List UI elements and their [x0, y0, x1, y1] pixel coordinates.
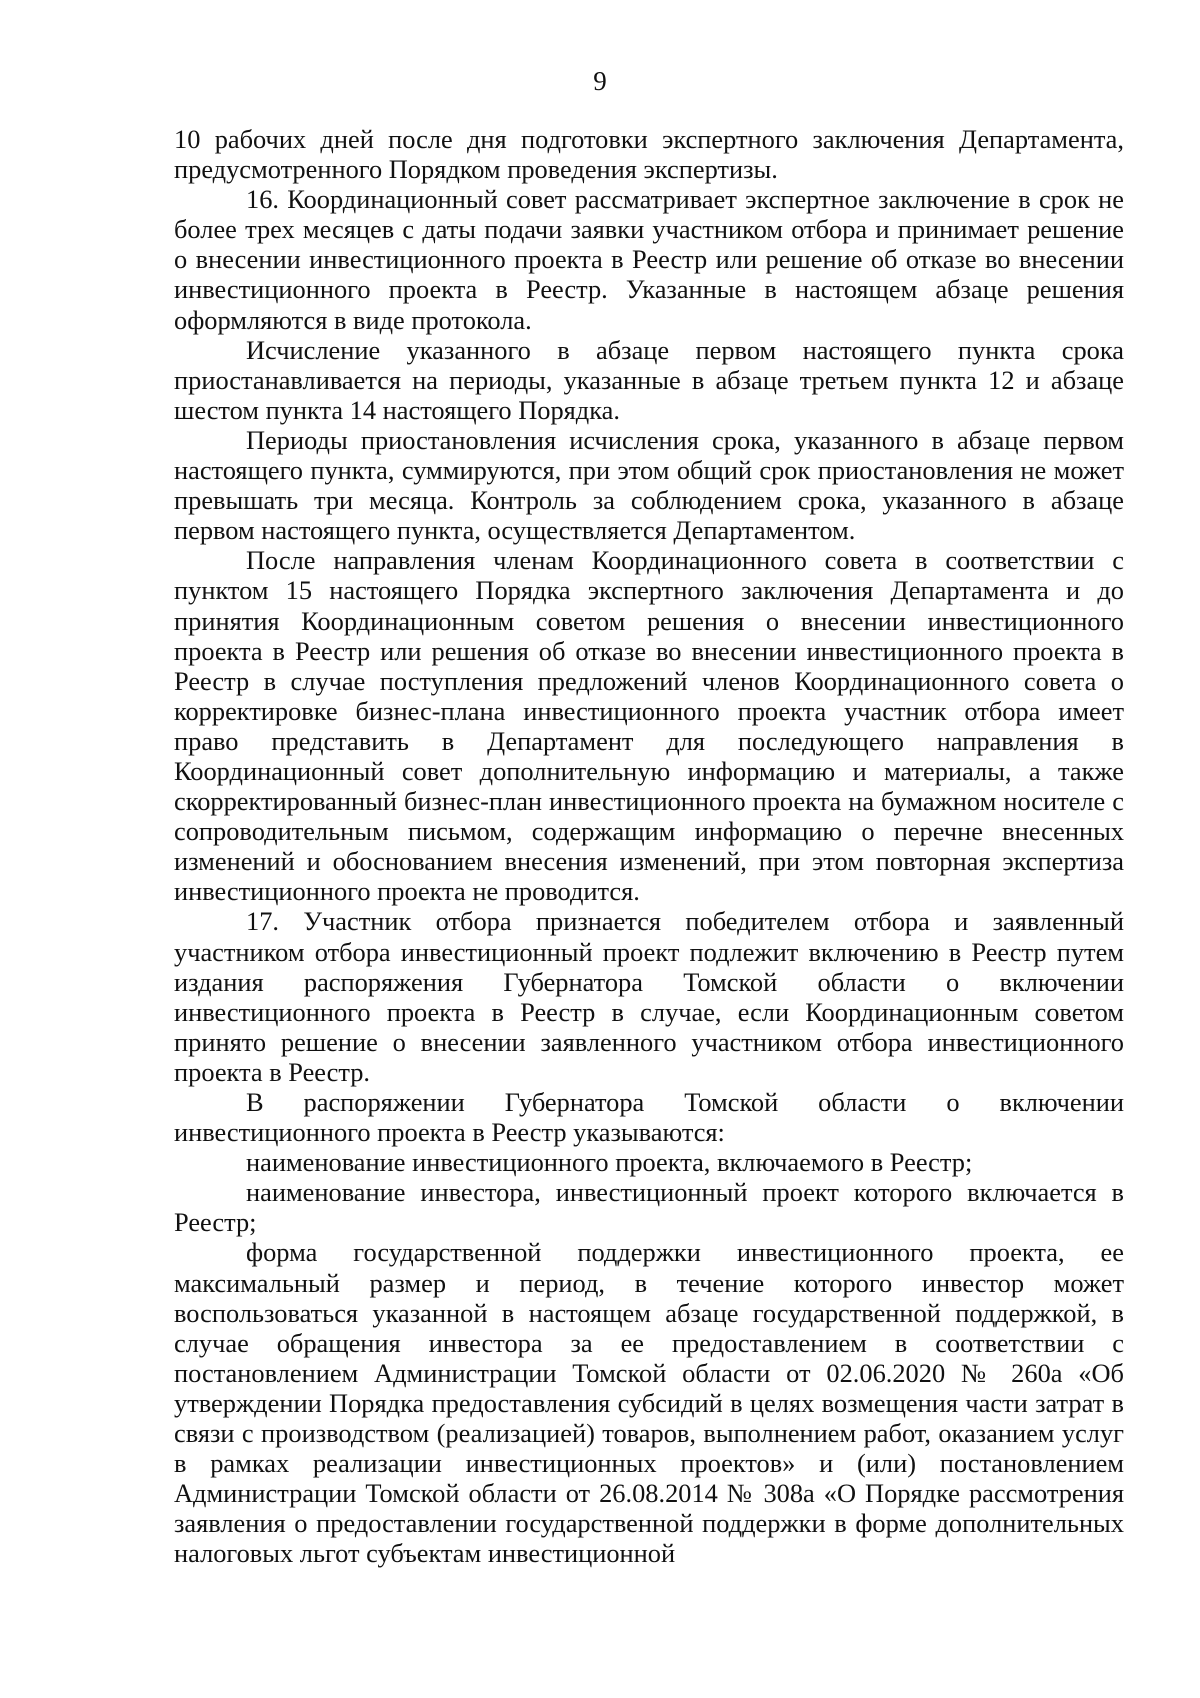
list-item-support-form: форма государственной поддержки инвестиционного проекта, ее максимальный размер и период, в течение которого инвестор может воспользоваться указанной в настоящем абзаце государственной поддержкой, в случае обращения инвестора за ее предоставлением в соответствии с постановлением Администрации Томской области от 02.06.2020 № 260а «Об утверждении Порядка предоставления субсидий в целях возмещения части затрат в связи с производством (реализацией) товаров, выполнением работ, оказанием услуг в рамках реализации инвестиционных проектов» и (или) постановлением Администрации Томской области от 26.08.2014 № 308а «О Порядке рассмотрения заявления о предоставлении государственной поддержки в форме дополнительных налоговых льгот субъектам инвестиционной	[174, 1237, 1124, 1569]
paragraph-clause-16: 16. Координационный совет рассматривает экспертное заключение в срок не более трех месяцев с даты подачи заявки участником отбора и принимает решение о внесении инвестиционного проекта в Реестр или решение об отказе во внесении инвестиционного проекта в Реестр. Указанные в настоящем абзаце решения оформляются в виде протокола.	[174, 184, 1124, 335]
document-body	[174, 124, 1124, 1569]
paragraph-continuation: 10 рабочих дней после дня подготовки экспертного заключения Департамента, предусмотренного Порядком проведения экспертизы.	[174, 124, 1124, 185]
list-item-project-name: наименование инвестиционного проекта, включаемого в Реестр;	[246, 1147, 973, 1178]
paragraph-suspension-periods: Исчисление указанного в абзаце первом настоящего пункта срока приостанавливается на периоды, указанные в абзаце третьем пункта 12 и абзаце шестом пункта 14 настоящего Порядка.	[174, 334, 1124, 425]
list-item-investor-name: наименование инвестора, инвестиционный проект которого включается в Реестр;	[174, 1177, 1124, 1238]
page-number: 9	[593, 66, 607, 96]
paragraph-suspension-total: Периоды приостановления исчисления срока, указанного в абзаце первом настоящего пункта, суммируются, при этом общий срок приостановления не может превышать три месяца. Контроль за соблюдением срока, указанного в абзаце первом настоящего пункта, осуществляется Департаментом.	[174, 424, 1124, 546]
paragraph-clause-17: 17. Участник отбора признается победителем отбора и заявленный участником отбора инвестиционный проект подлежит включению в Реестр путем издания распоряжения Губернатора Томской области о включении инвестиционного проекта в Реестр в случае, если Координационным советом принято решение о внесении заявленного участником отбора инвестиционного проекта в Реестр.	[174, 906, 1124, 1087]
paragraph-order-contents: В распоряжении Губернатора Томской области о включении инвестиционного проекта в Реестр указываются:	[174, 1087, 1124, 1148]
paragraph-business-plan-correction: После направления членам Координационного совета в соответствии с пунктом 15 настоящего Порядка экспертного заключения Департамента и до принятия Координационным советом решения о внесении инвестиционного проекта в Реестр или решения об отказе во внесении инвестиционного проекта в Реестр в случае поступления предложений членов Координационного совета о корректировке бизнес-плана инвестиционного проекта участник отбора имеет право представить в Департамент для последующего направления в Координационный совет дополнительную информацию и материалы, а также скорректированный бизнес-план инвестиционного проекта на бумажном носителе с сопроводительным письмом, содержащим информацию о перечне внесенных изменений и обоснованием внесения изменений, при этом повторная экспертиза инвестиционного проекта не проводится.	[174, 545, 1124, 907]
